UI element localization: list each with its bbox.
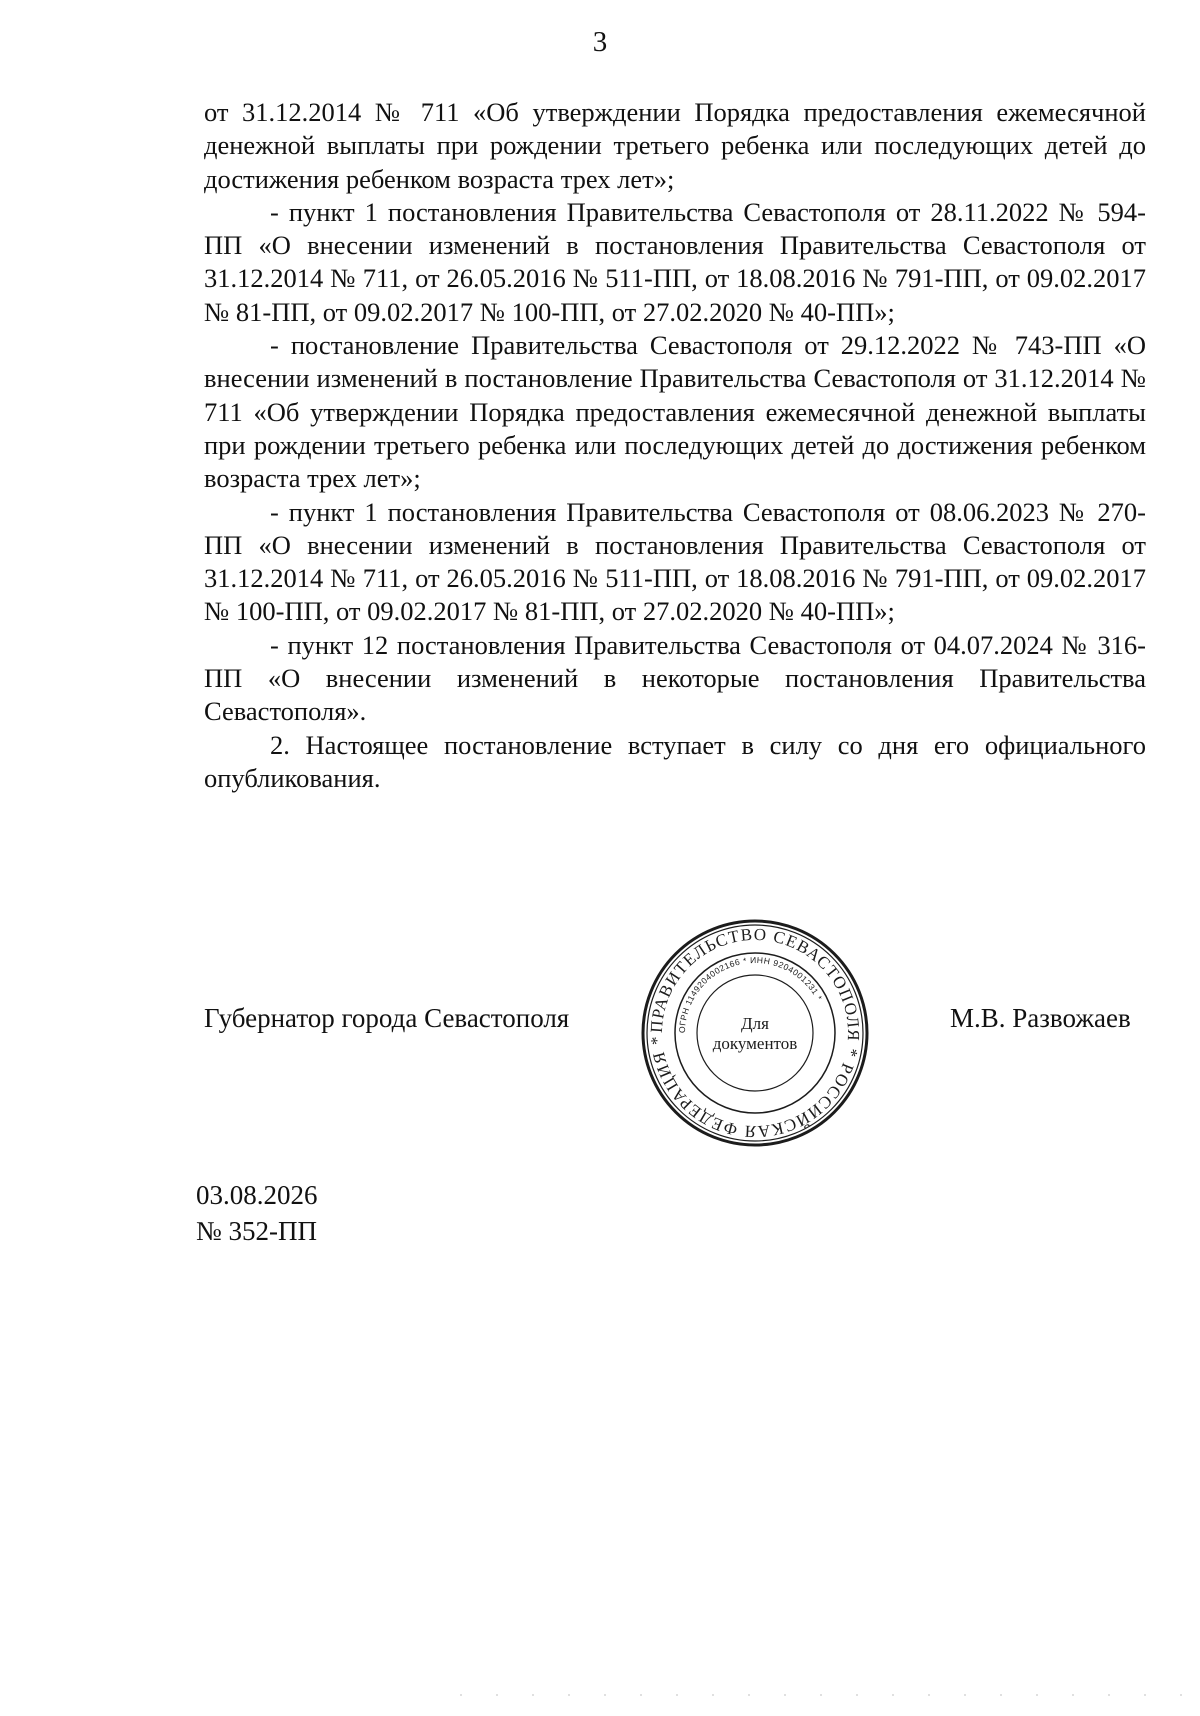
paragraph: от 31.12.2014 № 711 «Об утверждении Порядка предоставления ежемесячной денежной выплаты при рождении третьего ребенка или последующих детей до достижения ребенком возраста трех лет»; (204, 97, 1146, 194)
scan-artifact (460, 1692, 1200, 1698)
signatory-position: Губернатор города Севастополя (204, 1003, 570, 1033)
official-seal (640, 918, 870, 1148)
seal-outer-text: ПРАВИТЕЛЬСТВО СЕВАСТОПОЛЯ * РОССИЙСКАЯ ФЕДЕРАЦИЯ * (646, 924, 864, 1142)
document-body (204, 96, 1146, 795)
paragraph: - пункт 1 постановления Правительства Севастополя от 28.11.2022 № 594-ПП «О внесении изменений в постановления Правительства Севастополя от 31.12.2014 № 711, от 26.05.2016 № 511-ПП, от 18.08.2016 № 791-ПП, от 09.02.2017 № 81-ПП, от 09.02.2017 № 100-ПП, от 27.02.2020 № 40-ПП»; (204, 196, 1146, 327)
document-date: 03.08.2026 (196, 1180, 318, 1210)
paragraph: - пункт 1 постановления Правительства Севастополя от 08.06.2023 № 270-ПП «О внесении изменений в постановления Правительства Севастополя от 31.12.2014 № 711, от 26.05.2016 № 511-ПП, от 18.08.2016 № 791-ПП, от 09.02.2017 № 100-ПП, от 09.02.2017 № 81-ПП, от 27.02.2020 № 40-ПП»; (204, 496, 1146, 627)
seal-center-line1: Для (741, 1014, 769, 1033)
signatory-name: М.В. Развожаев (950, 1003, 1131, 1033)
seal-center-line2: документов (712, 1034, 798, 1053)
page-number: 3 (592, 26, 608, 58)
paragraph: - пункт 12 постановления Правительства Севастополя от 04.07.2024 № 316-ПП «О внесении изменений в некоторые постановления Правительства Севастополя». (204, 629, 1146, 727)
document-registration (196, 1177, 318, 1249)
paragraph: 2. Настоящее постановление вступает в силу со дня его официального опубликования. (204, 729, 1146, 793)
document-number: № 352-ПП (196, 1216, 317, 1246)
seal-inner-text: ОГРН 1149204002166 * ИНН 9204001231 * (676, 954, 825, 1034)
paragraph: - постановление Правительства Севастополя от 29.12.2022 № 743-ПП «О внесении изменений в постановление Правительства Севастополя от 31.12.2014 № 711 «Об утверждении Порядка предоставления ежемесячной денежной выплаты при рождении третьего ребенка или последующих детей до достижения ребенком возраста трех лет»; (204, 330, 1146, 494)
